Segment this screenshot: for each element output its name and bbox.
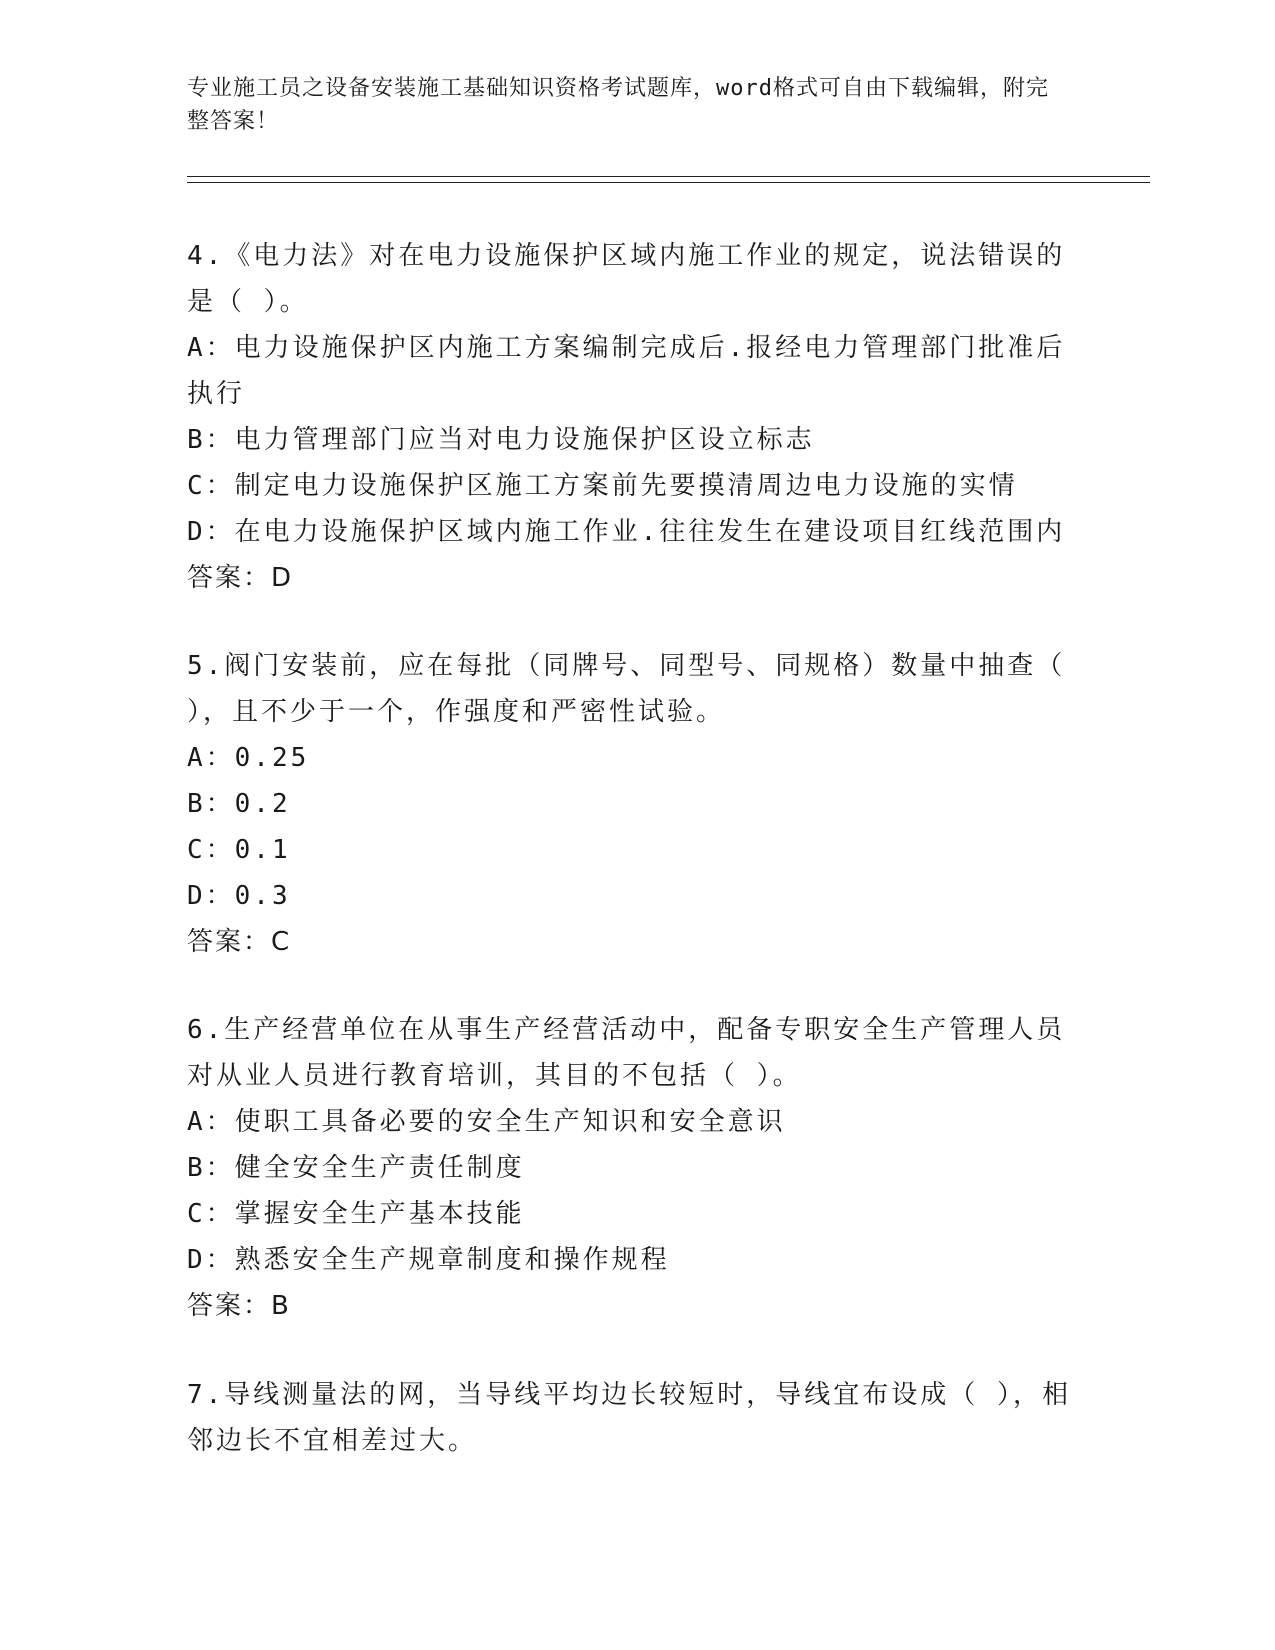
option-d: D：熟悉安全生产规章制度和操作规程 <box>187 1245 670 1275</box>
header-divider <box>187 176 1150 177</box>
option-c: C：制定电力设施保护区施工方案前先要摸清周边电力设施的实情 <box>187 471 1018 501</box>
answer: 答案：D <box>187 563 294 593</box>
question-stem: 4.《电力法》对在电力设施保护区域内施工作业的规定，说法错误的是（ ）。 <box>187 241 1066 317</box>
option-b: B：电力管理部门应当对电力设施保护区设立标志 <box>187 425 815 455</box>
question-stem: 6.生产经营单位在从事生产经营活动中，配备专职安全生产管理人员对从业人员进行教育培训，其目的不包括（ ）。 <box>187 1015 1066 1091</box>
question-stem: 7.导线测量法的网，当导线平均边长较短时，导线宜布设成（ ），相邻边长不宜相差过大。 <box>187 1380 1071 1456</box>
header-divider <box>187 182 1150 183</box>
option-c: C：0.1 <box>187 835 291 865</box>
option-d: D：0.3 <box>187 881 291 911</box>
option-c: C：掌握安全生产基本技能 <box>187 1199 525 1229</box>
question-6 <box>187 1007 1087 1329</box>
answer: 答案：B <box>187 1291 291 1321</box>
answer: 答案：C <box>187 927 292 957</box>
option-a: A：0.25 <box>187 743 310 773</box>
option-a: A：电力设施保护区内施工方案编制完成后.报经电力管理部门批准后执行 <box>187 333 1066 409</box>
option-a: A：使职工具备必要的安全生产知识和安全意识 <box>187 1107 786 1137</box>
option-b: B：健全安全生产责任制度 <box>187 1153 525 1183</box>
question-7 <box>187 1372 1087 1464</box>
option-b: B：0.2 <box>187 789 291 819</box>
question-5 <box>187 643 1087 965</box>
document-header: 专业施工员之设备安装施工基础知识资格考试题库，word格式可自由下载编辑，附完整答案！ <box>187 76 1049 134</box>
question-stem: 5.阀门安装前，应在每批（同牌号、同型号、同规格）数量中抽查（ ），且不少于一个，作强度和严密性试验。 <box>187 651 1066 727</box>
question-4 <box>187 233 1087 601</box>
option-d: D：在电力设施保护区域内施工作业.往往发生在建设项目红线范围内 <box>187 517 1066 547</box>
